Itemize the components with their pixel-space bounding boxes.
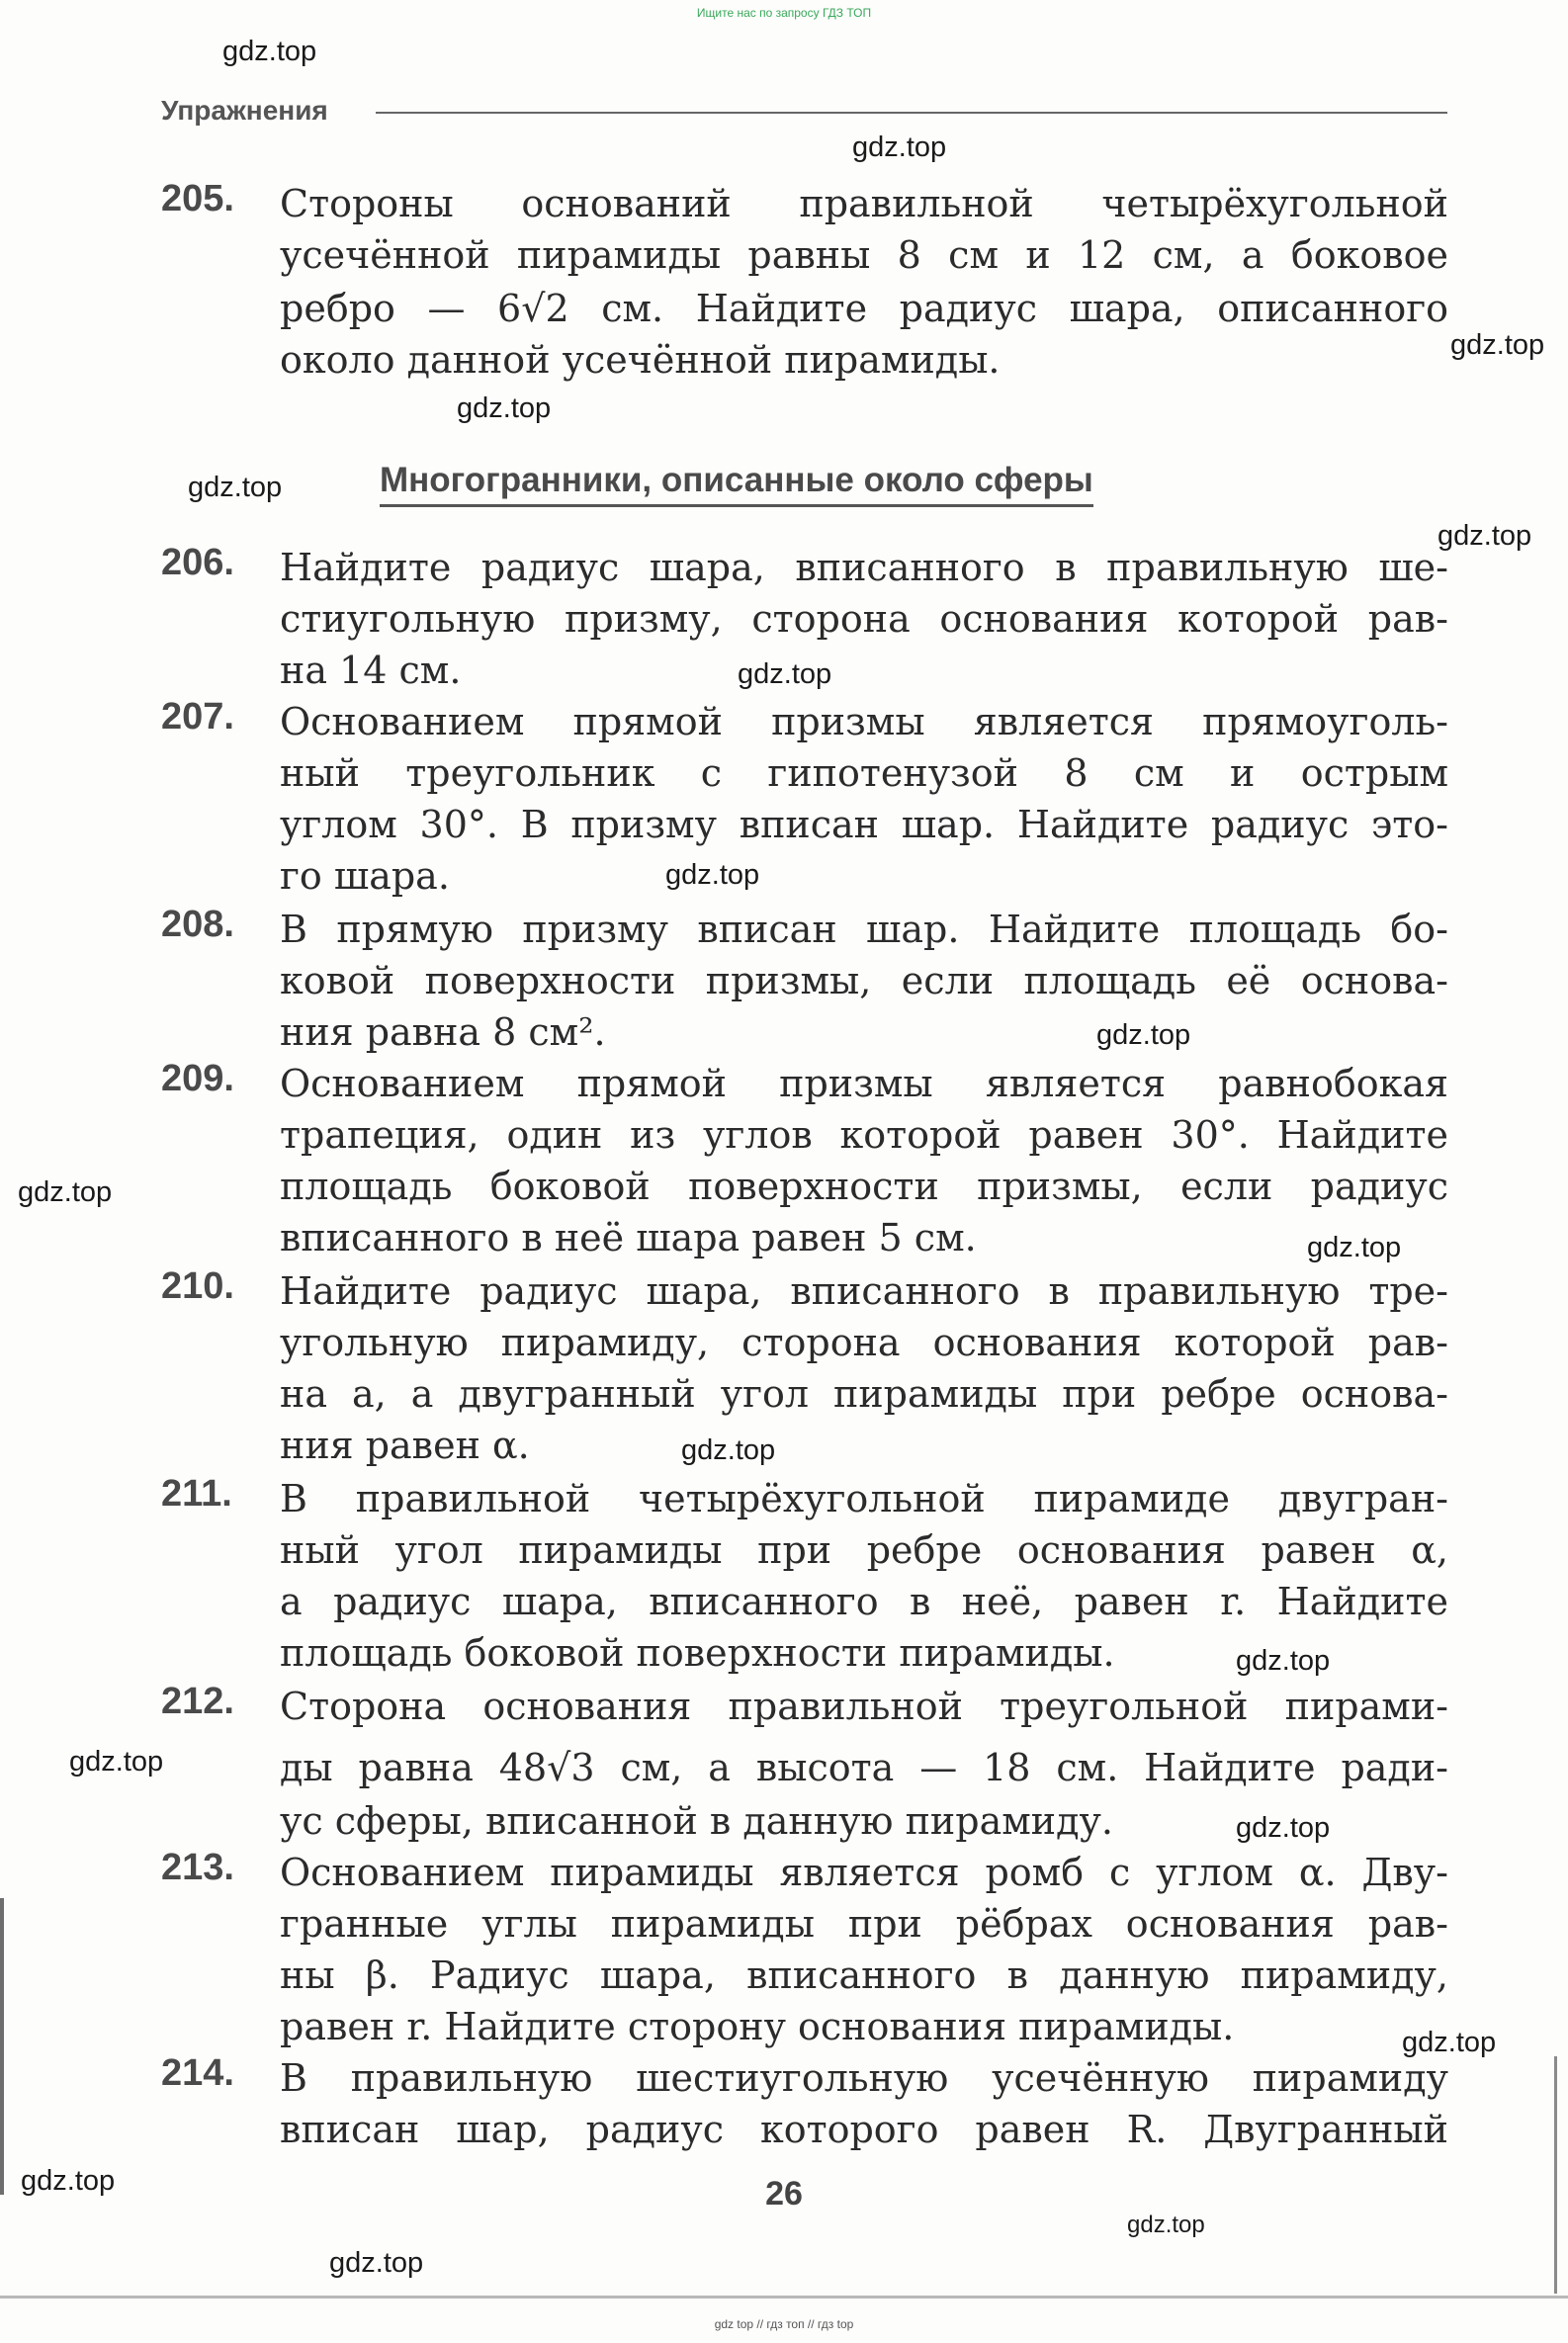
problem-line: В правильную шестиугольную усечённую пирамиду	[280, 2056, 1448, 2100]
watermark: gdz.top	[738, 658, 832, 690]
problem-line: Найдите радиус шара, вписанного в правильную ше-	[280, 546, 1448, 589]
problem-line: ный треугольник с гипотенузой 8 см и острым	[280, 751, 1448, 795]
problem-line: равен r. Найдите сторону основания пирамиды.	[280, 2005, 1235, 2048]
problem-line: ковой поверхности призмы, если площадь её основа-	[280, 959, 1448, 1002]
problem-number: 214.	[161, 2052, 234, 2094]
watermark: gdz.top	[852, 131, 947, 163]
watermark: gdz.top	[21, 2165, 116, 2197]
problem-line: около данной усечённой пирамиды.	[280, 338, 1001, 382]
watermark: gdz.top	[69, 1746, 164, 1778]
problem-line: Найдите радиус шара, вписанного в правильную тре-	[280, 1269, 1448, 1313]
problem-number: 205.	[161, 178, 234, 219]
watermark: gdz.top	[222, 36, 317, 67]
section-header: Упражнения	[161, 95, 328, 126]
watermark: gdz.top	[18, 1176, 113, 1208]
problem-line: В правильной четырёхугольной пирамиде двугран-	[280, 1477, 1448, 1520]
problem-line: на 14 см.	[280, 649, 462, 692]
problem-line: В прямую призму вписан шар. Найдите площадь бо-	[280, 908, 1448, 951]
problem-line: Основанием прямой призмы является равнобокая	[280, 1062, 1448, 1105]
problem-line: ды равна 48√3 см, а высота — 18 см. Найдите ради-	[280, 1746, 1448, 1789]
problem-line: усечённой пирамиды равны 8 см и 12 см, а боковое	[280, 233, 1448, 277]
problem-number: 210.	[161, 1265, 234, 1307]
problem-number: 206.	[161, 542, 234, 583]
problem-line: ребро — 6√2 см. Найдите радиус шара, описанного	[280, 287, 1448, 330]
watermark: gdz.top	[1307, 1232, 1402, 1263]
problem-line: вписан шар, радиус которого равен R. Двугранный	[280, 2108, 1448, 2151]
bottom-banner: gdz top // гдз топ // гдз top	[714, 2317, 854, 2331]
problem-line: ния равен α.	[280, 1424, 530, 1467]
problem-line: ны β. Радиус шара, вписанного в данную пирамиду,	[280, 1953, 1448, 1997]
problem-line: ус сферы, вписанной в данную пирамиду.	[280, 1799, 1113, 1843]
watermark: gdz.top	[1402, 2027, 1497, 2058]
problem-line: Стороны оснований правильной четырёхугольной	[280, 182, 1448, 225]
problem-number: 207.	[161, 696, 234, 738]
problem-line: на a, а двугранный угол пирамиды при ребре основа-	[280, 1372, 1448, 1416]
page-edge-shadow-bottom	[0, 2296, 1568, 2299]
problem-number: 211.	[161, 1473, 232, 1515]
problem-line: угольную пирамиду, сторона основания которой рав-	[280, 1321, 1448, 1364]
problem-line: площадь боковой поверхности призмы, если радиус	[280, 1165, 1448, 1208]
page-edge-shadow-left	[0, 1898, 4, 2195]
problem-line: а радиус шара, вписанного в неё, равен r. Найдите	[280, 1580, 1448, 1623]
watermark: gdz.top	[1236, 1645, 1331, 1677]
problem-line: Основанием прямой призмы является прямоуголь-	[280, 700, 1448, 743]
problem-number: 208.	[161, 904, 234, 945]
problem-line: площадь боковой поверхности пирамиды.	[280, 1631, 1115, 1675]
watermark: gdz.top	[1127, 2212, 1205, 2238]
problem-number: 212.	[161, 1681, 234, 1722]
subheading: Многогранники, описанные около сферы	[380, 461, 1093, 507]
top-banner: Ищите нас по запросу ГДЗ ТОП	[696, 6, 872, 20]
problem-line: Основанием пирамиды является ромб с углом α. Дву-	[280, 1851, 1448, 1894]
watermark: gdz.top	[1450, 329, 1545, 361]
watermark: gdz.top	[681, 1434, 776, 1466]
problem-line: трапеция, один из углов которой равен 30°. Найдите	[280, 1113, 1448, 1157]
watermark: gdz.top	[1236, 1812, 1331, 1844]
watermark: gdz.top	[1096, 1019, 1191, 1051]
problem-line: гранные углы пирамиды при рёбрах основания рав-	[280, 1902, 1448, 1946]
problem-line: углом 30°. В призму вписан шар. Найдите радиус это-	[280, 803, 1448, 846]
problem-number: 209.	[161, 1058, 234, 1099]
header-rule	[376, 112, 1447, 114]
watermark: gdz.top	[329, 2247, 424, 2279]
problem-line: стиугольную призму, сторона основания которой рав-	[280, 597, 1448, 641]
watermark: gdz.top	[188, 472, 283, 503]
problem-number: 213.	[161, 1847, 234, 1888]
problem-line: ный угол пирамиды при ребре основания равен α,	[280, 1528, 1448, 1572]
problem-line: вписанного в неё шара равен 5 см.	[280, 1216, 977, 1259]
problem-line: го шара.	[280, 854, 450, 898]
problem-line: Сторона основания правильной треугольной пирами-	[280, 1685, 1448, 1728]
watermark: gdz.top	[457, 392, 552, 424]
watermark: gdz.top	[665, 859, 760, 891]
problem-line: ния равна 8 см².	[280, 1010, 606, 1054]
watermark: gdz.top	[1437, 520, 1532, 552]
page-number: 26	[765, 2175, 803, 2213]
